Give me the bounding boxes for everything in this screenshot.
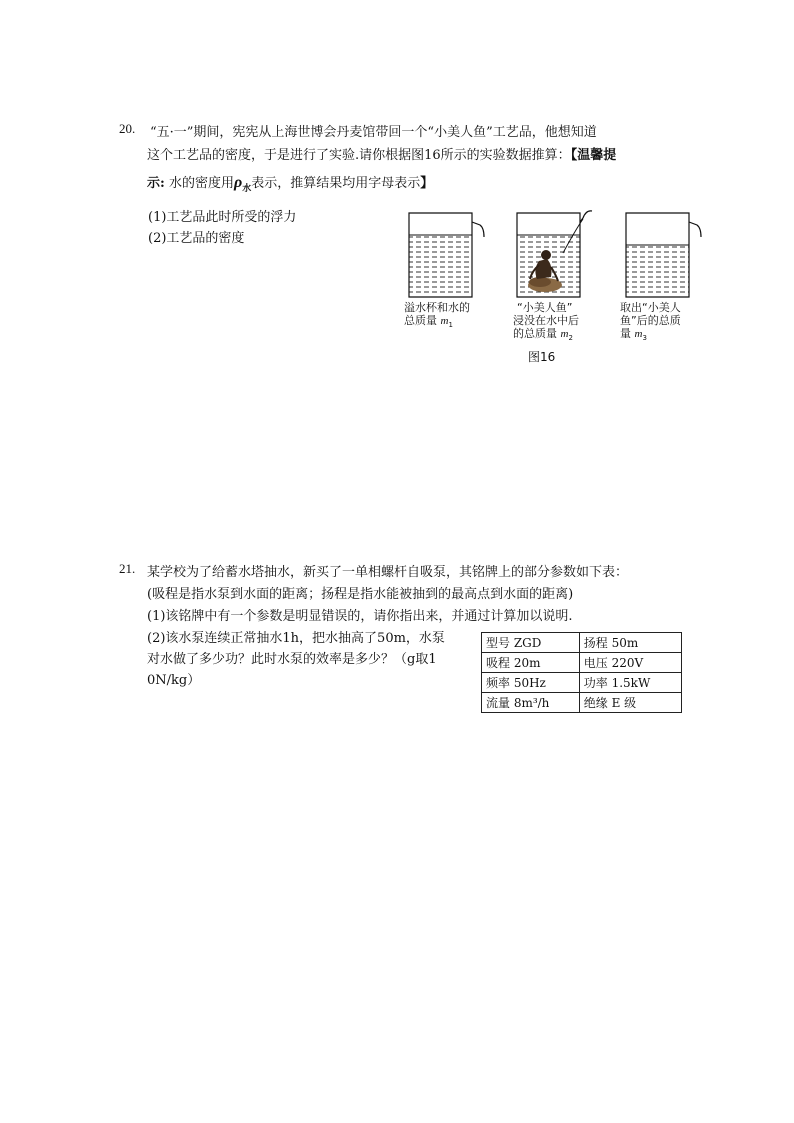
rho-water-symbol: $\rho_水$ bbox=[233, 174, 252, 194]
hint-text-a: 水的密度用 bbox=[168, 176, 234, 191]
overflow-cup-3 bbox=[626, 213, 701, 297]
question-21-number: 21. bbox=[119, 561, 136, 576]
question-21-line-2: (吸程是指水泵到水面的距离；扬程是指水能被抽到的最高点到水面的距离) bbox=[147, 587, 574, 602]
overflow-cup-2 bbox=[517, 211, 592, 297]
question-21-line-4: (2)该水泵连续正常抽水1h，把水抽高了50m，水泵 bbox=[147, 631, 445, 646]
question-21-line-3: (1)该铭牌中有一个参数是明显错误的，请你指出来，并通过计算加以说明. bbox=[147, 609, 573, 624]
question-21-line-1: 某学校为了给蓄水塔抽水，新买了一单相螺杆自吸泵，其铭牌上的部分参数如下表： bbox=[147, 565, 629, 580]
table-cell: 流量 8m³/h bbox=[482, 693, 580, 713]
table-cell: 型号 ZGD bbox=[482, 633, 580, 653]
table-row bbox=[482, 693, 682, 713]
cup-1-spout bbox=[472, 222, 484, 237]
table-cell: 电压 220V bbox=[579, 653, 681, 673]
overflow-cup-1 bbox=[409, 213, 484, 297]
table-row bbox=[482, 653, 682, 673]
table-row bbox=[482, 633, 682, 653]
figure-16-diagram bbox=[400, 205, 710, 305]
question-20-sub-1: (1)工艺品此时所受的浮力 bbox=[148, 210, 297, 225]
cup-3-caption: 取出“小美人 鱼”后的总质 量 $m_3$ bbox=[620, 301, 681, 343]
table-row bbox=[482, 673, 682, 693]
cup-1-water bbox=[409, 235, 472, 297]
table-cell: 功率 1.5kW bbox=[579, 673, 681, 693]
hint-text-b: 表示，推算结果均用字母表示 bbox=[251, 176, 421, 191]
cup-3-water bbox=[626, 245, 689, 297]
question-20-sub-2: (2)工艺品的密度 bbox=[148, 231, 245, 246]
cup-3-spout bbox=[689, 222, 701, 237]
question-21-line-6: 0N/kg） bbox=[147, 673, 201, 688]
cup-2-caption: “小美人鱼” 浸没在水中后 的总质量 $m_2$ bbox=[513, 301, 579, 343]
question-20-line-2-text: 这个工艺品的密度，于是进行了实验.请你根据图16所示的实验数据推算： bbox=[147, 148, 571, 163]
pump-nameplate-table bbox=[481, 632, 682, 713]
question-20-line-3 bbox=[147, 172, 433, 194]
table-cell: 频率 50Hz bbox=[482, 673, 580, 693]
hint-close: 】 bbox=[420, 176, 434, 191]
table-cell: 绝缘 E 级 bbox=[579, 693, 681, 713]
question-21-line-5: 对水做了多少功？此时水泵的效率是多少？（g取1 bbox=[147, 652, 437, 667]
figure-16-caption: 图16 bbox=[528, 350, 556, 364]
question-20-line-1: “五·一”期间，宪宪从上海世博会丹麦馆带回一个“小美人鱼”工艺品，他想知道 bbox=[150, 125, 597, 140]
hint-open: 【温馨提 bbox=[570, 148, 617, 163]
table-cell: 吸程 20m bbox=[482, 653, 580, 673]
cup-1-caption: 溢水杯和水的 总质量 $m_1$ bbox=[404, 301, 470, 330]
table-cell: 扬程 50m bbox=[579, 633, 681, 653]
hint-label: 示: bbox=[147, 176, 165, 191]
question-20-number: 20. bbox=[119, 121, 136, 136]
question-20-line-2 bbox=[147, 144, 616, 163]
